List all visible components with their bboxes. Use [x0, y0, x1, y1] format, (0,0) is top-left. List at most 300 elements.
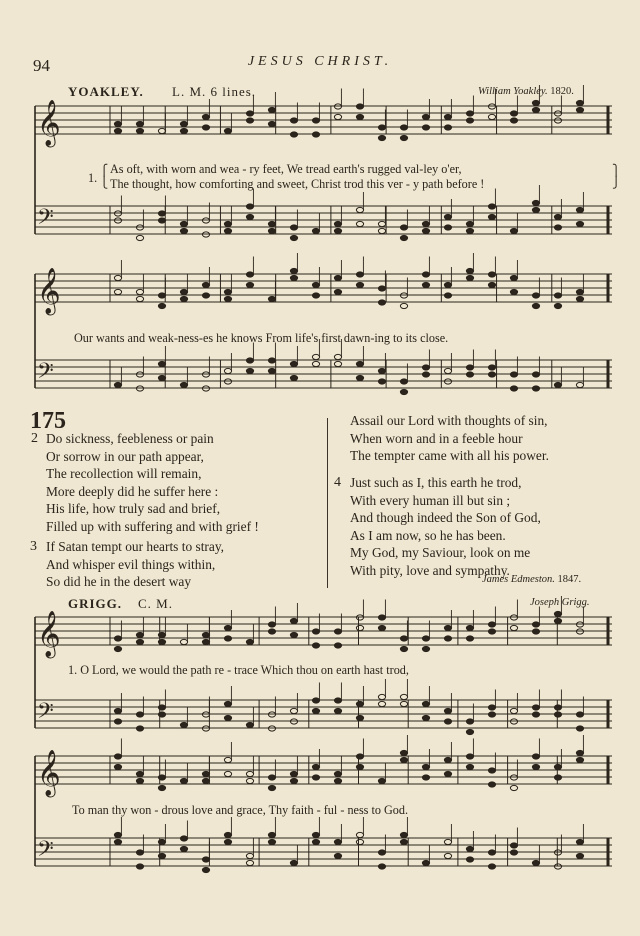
notehead [136, 726, 143, 731]
notehead [554, 303, 561, 308]
notehead [268, 107, 275, 112]
notehead [290, 268, 297, 273]
notehead [488, 282, 495, 287]
notehead [202, 218, 209, 223]
notehead [554, 293, 561, 298]
notehead [466, 636, 473, 641]
notehead [268, 839, 275, 844]
notehead [334, 228, 341, 233]
notehead [488, 712, 495, 717]
notehead [114, 708, 121, 713]
notehead [268, 785, 275, 790]
notehead [290, 771, 297, 776]
treble-clef: 𝄞 [37, 268, 61, 314]
notehead [532, 293, 539, 298]
notehead [312, 354, 319, 359]
notehead [158, 303, 165, 308]
notehead [180, 846, 187, 851]
notehead [202, 114, 209, 119]
notehead [334, 104, 341, 109]
notehead [224, 379, 231, 384]
notehead [576, 289, 583, 294]
notehead [422, 272, 429, 277]
notehead [510, 708, 517, 713]
notehead [136, 632, 143, 637]
notehead [400, 379, 407, 384]
notehead [466, 719, 473, 724]
notehead [290, 778, 297, 783]
tune1-verse-number: 1. [88, 171, 98, 185]
notehead [268, 358, 275, 363]
notehead [532, 712, 539, 717]
notehead [334, 839, 341, 844]
notehead [202, 282, 209, 287]
tune1-year: 1820. [550, 86, 574, 97]
notehead [158, 218, 165, 223]
notehead [422, 764, 429, 769]
notehead [290, 632, 297, 637]
notehead [466, 764, 473, 769]
notehead [290, 708, 297, 713]
notehead [488, 365, 495, 370]
notehead [202, 386, 209, 391]
notehead [400, 636, 407, 641]
hymn-author-year: 1847. [557, 574, 582, 585]
notehead [422, 365, 429, 370]
notehead [378, 864, 385, 869]
notehead [268, 368, 275, 373]
notehead [246, 214, 253, 219]
notehead [312, 839, 319, 844]
notehead [554, 850, 561, 855]
notehead [224, 289, 231, 294]
notehead [158, 712, 165, 717]
notehead [488, 782, 495, 787]
notehead [378, 850, 385, 855]
tune1-composer-name: William Yoakley. [478, 86, 548, 97]
notehead [114, 832, 121, 837]
stanza-line: More deeply did he suffer here : [46, 483, 219, 499]
notehead [532, 207, 539, 212]
notehead [444, 114, 451, 119]
notehead [334, 289, 341, 294]
notehead [268, 712, 275, 717]
stanza-line: Just such as I, this earth he trod, [350, 475, 522, 490]
hymn-author-name: James Edmeston. [482, 574, 555, 585]
notehead [510, 111, 517, 116]
notehead [554, 712, 561, 717]
notehead [202, 867, 209, 872]
notehead [136, 372, 143, 377]
tune2-lyric-line1: 1. O Lord, we would the path re - trace Which thou on earth hast trod, [68, 663, 409, 677]
notehead [444, 282, 451, 287]
notehead [312, 228, 319, 233]
notehead [444, 625, 451, 630]
notehead [136, 386, 143, 391]
tune2-lyric-line2: To man thy won - drous love and grace, Thy faith - ful - ness to God. [72, 803, 409, 817]
notehead [290, 719, 297, 724]
stanza-2 [46, 430, 259, 536]
notehead [180, 778, 187, 783]
notehead [554, 111, 561, 116]
notehead [202, 632, 209, 637]
notehead [158, 775, 165, 780]
stanza-line: His life, how truly sad and brief, [46, 501, 221, 517]
notehead [576, 726, 583, 731]
notehead [246, 722, 253, 727]
notehead [202, 771, 209, 776]
stanza-line: Filled up with suffering and with grief ! [46, 518, 259, 534]
notehead [466, 365, 473, 370]
stanza4-number: 4 [334, 475, 341, 490]
notehead [224, 128, 231, 133]
notehead [268, 832, 275, 837]
notehead [576, 629, 583, 634]
notehead [224, 715, 231, 720]
notehead [532, 372, 539, 377]
notehead [136, 128, 143, 133]
notehead [312, 132, 319, 137]
notehead [334, 221, 341, 226]
tune2-meter: C. M. [138, 596, 173, 611]
tune1-name: YOAKLEY. [68, 84, 144, 99]
notehead [334, 708, 341, 713]
notehead [268, 228, 275, 233]
notehead [246, 272, 253, 277]
tune1-brace-right: ⎫ [612, 165, 621, 177]
tune1-brace-left: ⎧ [100, 165, 109, 177]
notehead [290, 132, 297, 137]
notehead [444, 214, 451, 219]
notehead [356, 104, 363, 109]
notehead [400, 225, 407, 230]
notehead [290, 235, 297, 240]
stanza-line: Do sickness, feebleness or pain [46, 431, 214, 446]
notehead [532, 764, 539, 769]
treble-clef: 𝄞 [37, 750, 61, 796]
notehead [114, 636, 121, 641]
notehead [466, 729, 473, 734]
notehead [378, 625, 385, 630]
notehead [422, 636, 429, 641]
notehead [224, 368, 231, 373]
notehead [312, 293, 319, 298]
notehead [202, 712, 209, 717]
notehead [554, 705, 561, 710]
stanza3-number: 3 [30, 539, 37, 554]
notehead [444, 839, 451, 844]
tune2-name: GRIGG. [68, 596, 123, 611]
notehead [356, 615, 363, 620]
notehead [356, 114, 363, 119]
notehead [378, 125, 385, 130]
notehead [356, 839, 363, 844]
notehead [400, 701, 407, 706]
notehead [378, 615, 385, 620]
notehead [136, 121, 143, 126]
notehead [444, 719, 451, 724]
notehead [488, 372, 495, 377]
notehead [290, 618, 297, 623]
notehead [246, 853, 253, 858]
notehead [510, 719, 517, 724]
notehead [312, 698, 319, 703]
notehead [422, 775, 429, 780]
notehead [180, 228, 187, 233]
notehead [202, 639, 209, 644]
notehead [356, 221, 363, 226]
notehead [224, 228, 231, 233]
notehead [224, 832, 231, 837]
stanza2-number: 2 [31, 431, 38, 446]
bass-clef: 𝄢 [37, 837, 54, 867]
notehead [158, 839, 165, 844]
notehead [136, 289, 143, 294]
notehead [488, 850, 495, 855]
notehead [268, 726, 275, 731]
notehead [400, 389, 407, 394]
notehead [422, 114, 429, 119]
notehead [290, 361, 297, 366]
notehead [114, 211, 121, 216]
tune1-lyric-line3: Our wants and weak-ness-es he knows From life's first dawn-ing to its close. [74, 331, 449, 345]
stanza-line: When worn and in a feeble hour [350, 430, 523, 446]
notehead [532, 386, 539, 391]
notehead [158, 361, 165, 366]
notehead [488, 622, 495, 627]
notehead [400, 839, 407, 844]
notehead [378, 368, 385, 373]
notehead [114, 764, 121, 769]
notehead [510, 386, 517, 391]
tune1-brace-left-2: ⎩ [100, 177, 109, 189]
stanza-line: And whisper evil things within, [46, 556, 216, 572]
notehead [180, 221, 187, 226]
notehead [180, 296, 187, 301]
notehead [224, 771, 231, 776]
notehead [312, 629, 319, 634]
notehead [290, 118, 297, 123]
notehead [576, 853, 583, 858]
notehead [510, 843, 517, 848]
notehead [444, 293, 451, 298]
notehead [246, 368, 253, 373]
stanza-line: If Satan tempt our hearts to stray, [46, 539, 224, 554]
notehead [532, 705, 539, 710]
stanza-line: My God, my Saviour, look on me [350, 545, 531, 561]
notehead [224, 839, 231, 844]
stanza-4 [350, 474, 541, 580]
notehead [378, 286, 385, 291]
notehead [246, 771, 253, 776]
notehead [510, 615, 517, 620]
notehead [158, 785, 165, 790]
notehead [290, 860, 297, 865]
notehead [312, 775, 319, 780]
notehead [114, 646, 121, 651]
notehead [356, 625, 363, 630]
notehead [444, 125, 451, 130]
notehead [444, 771, 451, 776]
notehead [334, 698, 341, 703]
notehead [532, 629, 539, 634]
notehead [400, 694, 407, 699]
notehead [532, 754, 539, 759]
notehead [378, 228, 385, 233]
notehead [136, 712, 143, 717]
notehead [334, 643, 341, 648]
notehead [224, 701, 231, 706]
notehead [554, 118, 561, 123]
notehead [268, 629, 275, 634]
notehead [576, 622, 583, 627]
notehead [202, 857, 209, 862]
notehead [466, 228, 473, 233]
notehead [444, 368, 451, 373]
notehead [576, 221, 583, 226]
notehead [268, 296, 275, 301]
bass-clef: 𝄢 [37, 699, 54, 729]
notehead [400, 303, 407, 308]
notehead [202, 293, 209, 298]
notehead [334, 114, 341, 119]
notehead [422, 221, 429, 226]
notehead [114, 121, 121, 126]
bass-clef: 𝄢 [37, 205, 54, 235]
notehead [488, 204, 495, 209]
notehead [422, 715, 429, 720]
notehead [114, 275, 121, 280]
notehead [576, 207, 583, 212]
notehead [422, 125, 429, 130]
notehead [488, 214, 495, 219]
notehead [114, 754, 121, 759]
notehead [554, 618, 561, 623]
notehead [246, 118, 253, 123]
notehead [158, 853, 165, 858]
notehead [136, 864, 143, 869]
notehead [290, 375, 297, 380]
notehead [422, 228, 429, 233]
stanza-line: Or sorrow in our path appear, [46, 448, 204, 464]
stanza-line: The recollection will remain, [46, 466, 202, 482]
notehead [466, 221, 473, 226]
notehead [334, 771, 341, 776]
notehead [576, 107, 583, 112]
notehead [268, 775, 275, 780]
notehead [378, 221, 385, 226]
notehead [246, 204, 253, 209]
notehead [356, 764, 363, 769]
notehead [488, 272, 495, 277]
notehead [158, 705, 165, 710]
notehead [576, 712, 583, 717]
notehead [180, 121, 187, 126]
notehead [114, 382, 121, 387]
treble-clef: 𝄞 [37, 611, 61, 657]
stanza-line: And though indeed the Son of God, [350, 510, 541, 526]
page-number: 94 [33, 56, 50, 75]
notehead [422, 372, 429, 377]
notehead [444, 708, 451, 713]
notehead [488, 114, 495, 119]
notehead [532, 100, 539, 105]
stanza-line: With every human ill but sin ; [350, 492, 511, 508]
notehead [356, 282, 363, 287]
notehead [114, 289, 121, 294]
notehead [466, 268, 473, 273]
notehead [246, 282, 253, 287]
notehead [114, 128, 121, 133]
notehead [466, 111, 473, 116]
notehead [510, 775, 517, 780]
notehead [224, 221, 231, 226]
notehead [532, 200, 539, 205]
notehead [378, 701, 385, 706]
notehead [356, 715, 363, 720]
notehead [422, 701, 429, 706]
notehead [444, 757, 451, 762]
notehead [334, 275, 341, 280]
notehead [554, 214, 561, 219]
notehead [356, 832, 363, 837]
notehead [400, 750, 407, 755]
notehead [290, 225, 297, 230]
notehead [378, 300, 385, 305]
notehead [488, 864, 495, 869]
notehead [312, 118, 319, 123]
notehead [554, 775, 561, 780]
notehead [576, 757, 583, 762]
notehead [180, 128, 187, 133]
notehead [180, 289, 187, 294]
notehead [202, 778, 209, 783]
notehead [576, 382, 583, 387]
notehead [378, 778, 385, 783]
notehead [268, 221, 275, 226]
notehead [488, 705, 495, 710]
notehead [136, 639, 143, 644]
notehead [312, 708, 319, 713]
notehead [510, 228, 517, 233]
stanza-line: The tempter came with all his power. [350, 448, 549, 464]
notehead [224, 757, 231, 762]
notehead [510, 118, 517, 123]
stanza-line: As I am now, so he has been. [350, 527, 506, 543]
notehead [114, 719, 121, 724]
notehead [356, 272, 363, 277]
notehead [136, 296, 143, 301]
notehead [576, 750, 583, 755]
notehead [378, 135, 385, 140]
notehead [400, 293, 407, 298]
hymn-author [482, 574, 581, 585]
notehead [510, 625, 517, 630]
stanza-3 [46, 538, 224, 591]
notehead [466, 846, 473, 851]
notehead [422, 282, 429, 287]
notehead [158, 632, 165, 637]
notehead [158, 639, 165, 644]
notehead [334, 629, 341, 634]
notehead [312, 832, 319, 837]
stanza-line: With pity, love and sympathy. [350, 562, 510, 578]
notehead [356, 754, 363, 759]
stanza-line: Assail our Lord with thoughts of sin, [350, 413, 548, 428]
notehead [532, 303, 539, 308]
notehead [400, 135, 407, 140]
notehead [576, 296, 583, 301]
